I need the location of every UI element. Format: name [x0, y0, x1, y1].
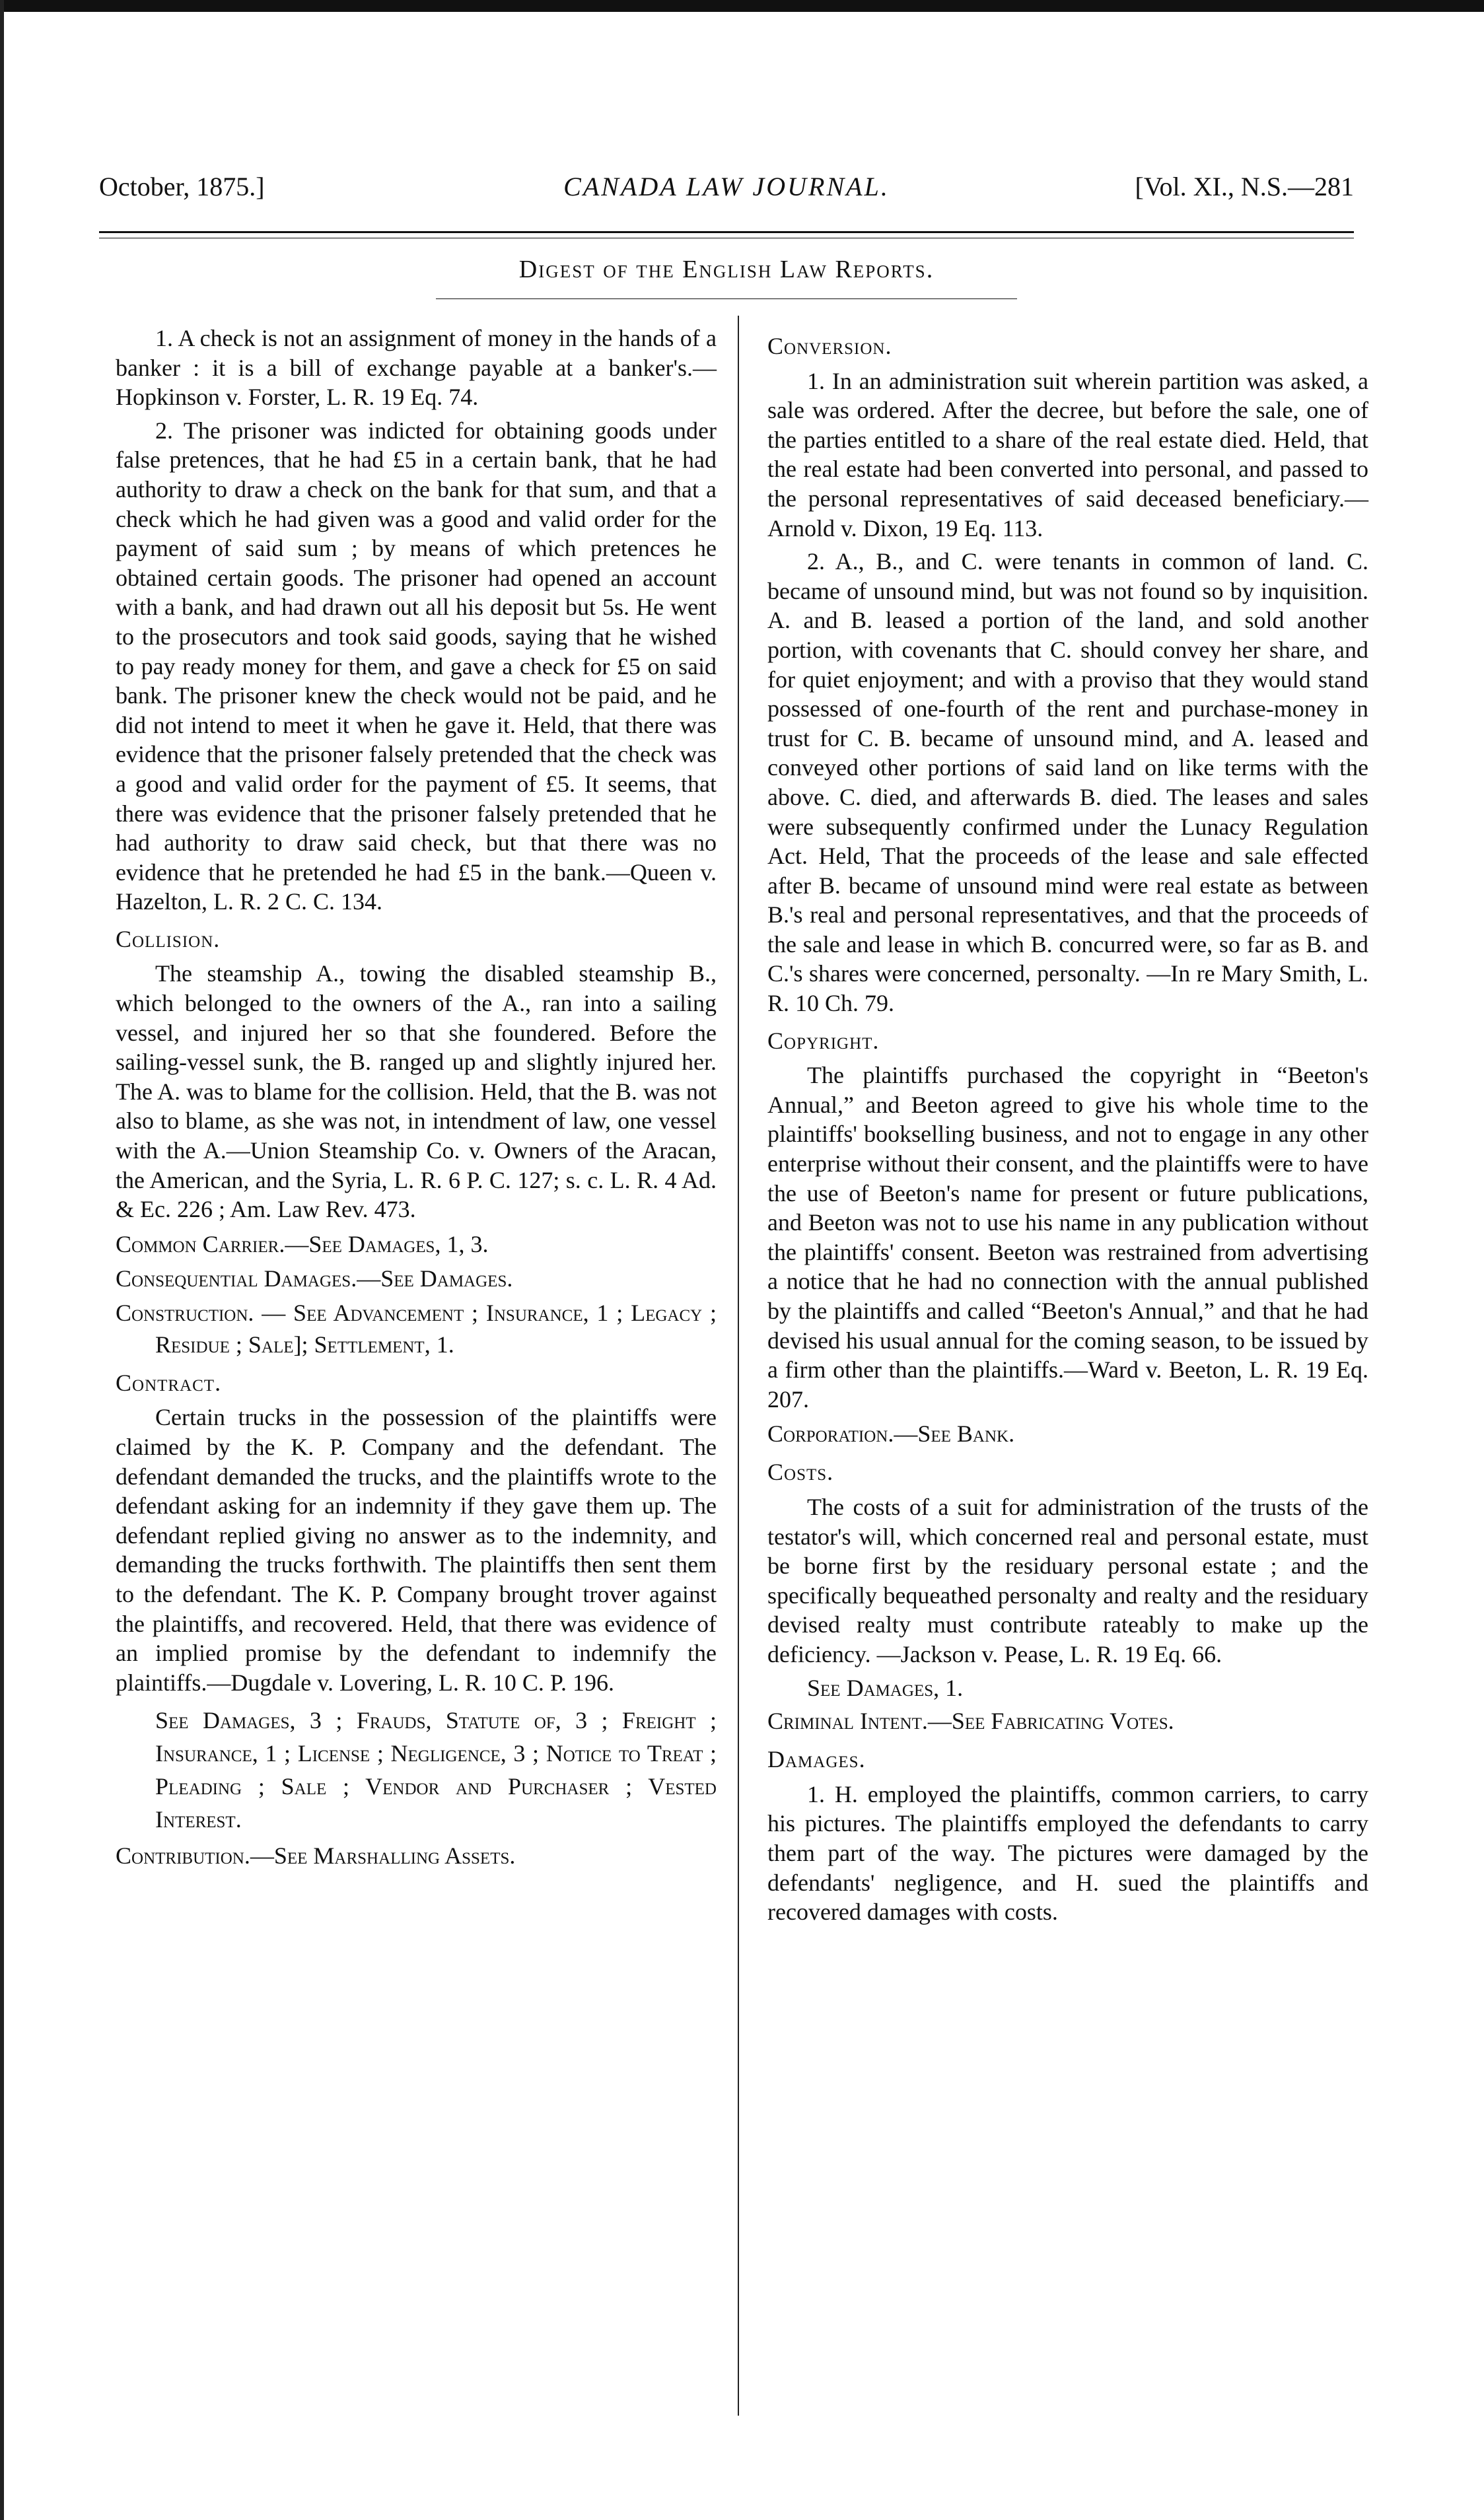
criminal-intent-entry: Criminal Intent.—See Fabricating Votes.: [767, 1708, 1174, 1735]
collision-heading: Collision.: [116, 925, 221, 952]
conversion-entry-1: 1. In an administration suit wherein partition was asked, a sale was ordered. After the decree, but before the sale, one of the parties entitled to a share of the real estate died. Held, that the real estate had been converted into personal, and passed to the personal representatives of said deceased beneficiary.—Arnold v. Dixon, 19 Eq. 113.: [767, 367, 1368, 542]
bills-entry-2: 2. The prisoner was indicted for obtaining goods under false pretences, that he had £5 in a certain bank, that he had authority to draw a check on the bank for that sum, and that a check which he had given was a good and valid order for the payment of said sum ; by means of which pretences he obtained certain goods. The prisoner had opened an account with a bank, and had drawn out all his deposit but 5s. He went to the prosecutors and took said goods, saying that he wished to pay ready money for them, and gave a check for £5 on said bank. The prisoner knew the check would not be paid, and he did not intend to meet it when he gave it. Held, that there was evidence that the prisoner falsely pretended that the check was a good and valid order for the payment of £5. It seems, that there was evidence that the prisoner falsely pretended that he had authority to draw said check, but that there was no evidence that he pretended he had £5 in the bank.—Queen v. Hazelton, L. R. 2 C. C. 134.: [116, 417, 717, 915]
bills-entry-1: 1. A check is not an assignment of money in the hands of a banker : it is a bill of exchange payable at a banker's.—Hopkinson v. Forster, L. R. 19 Eq. 74.: [116, 325, 717, 411]
running-head: [99, 164, 1354, 210]
header-rule-thick: [99, 231, 1354, 233]
page-left-border: [0, 0, 4, 2520]
contract-see-also: See Damages, 3 ; Frauds, Statute of, 3 ; Freight ; Insurance, 1 ; License ; Negligence, 3 ; Notice to Treat ; Pleading ; Sale ; Vendor and Purchaser ; Vested Interest.: [155, 1707, 717, 1833]
right-column: [767, 324, 1368, 1931]
volume-page: [Vol. XI., N.S.—281: [1135, 172, 1354, 201]
costs-see-also: See Damages, 1.: [807, 1674, 964, 1701]
journal-title: CANADA LAW JOURNAL.: [563, 172, 890, 201]
conversion-heading: Conversion.: [767, 333, 892, 359]
costs-heading: Costs.: [767, 1459, 834, 1486]
corporation-entry: Corporation.—See Bank.: [767, 1420, 1015, 1448]
page-top-border: [0, 0, 1484, 12]
damages-heading: Damages.: [767, 1746, 866, 1773]
collision-entry: The steamship A., towing the disabled steamship B., which belonged to the owners of the A., ran into a sailing vessel, and injured her so that she foundered. Before the sailing-vessel sunk, the B. ranged up and slightly injured her. The A. was to blame for the collision. Held, that the B. was not also to blame, as she was not, in intendment of law, one vessel with the A.—Union Steamship Co. v. Owners of the Aracan, the American, and the Syria, L. R. 6 P. C. 127; s. c. L. R. 4 Ad. & Ec. 226 ; Am. Law Rev. 473.: [116, 960, 717, 1223]
issue-date: October, 1875.]: [99, 172, 265, 201]
contract-entry: Certain trucks in the possession of the plaintiffs were claimed by the K. P. Company and the defendant. The defendant demanded the trucks, and the plaintiffs wrote to the defendant asking for an indemnity if they gave them up. The defendant replied giving no answer as to the indemnity, and demanding the trucks forthwith. The plaintiffs then sent them to the defendant. The K. P. Company brought trover against the plaintiffs, and recovered. Held, that there was evidence of an implied promise by the defendant to indemnify the plaintiffs.—Dugdale v. Lovering, L. R. 10 C. P. 196.: [116, 1404, 717, 1696]
copyright-entry: The plaintiffs purchased the copyright in “Beeton's Annual,” and Beeton agreed to give his whole time to the plaintiffs' bookselling business, and not to engage in any other enterprise without their consent, and the plaintiffs were to have the use of Beeton's name for present or future publications, and Beeton was not to use his name in any publication without the plaintiffs' consent. Beeton was restrained from advertising a notice that he had no connection with the annual published by the plaintiffs and called “Beeton's Annual,” and that he had devised his usual annual for the coming season, to be issued by a firm other than the plaintiffs.—Ward v. Beeton, L. R. 19 Eq. 207.: [767, 1062, 1368, 1413]
consequential-damages-entry: Consequential Damages.—See Damages.: [116, 1265, 513, 1292]
costs-entry: The costs of a suit for administration of the trusts of the testator's will, which concerned real and personal estate, must be borne first by the residuary personal estate ; and the specifically bequeathed personalty and realty and the residuary devised realty must contribute rateably to make up the deficiency. —Jackson v. Pease, L. R. 19 Eq. 66.: [767, 1493, 1368, 1667]
column-divider: [738, 316, 739, 2416]
left-column: [116, 324, 717, 1874]
contract-heading: Contract.: [116, 1369, 222, 1396]
digest-title: Digest of the English Law Reports.: [518, 256, 935, 283]
title-rule: [436, 298, 1017, 299]
contribution-entry: Contribution.—See Marshalling Assets.: [116, 1842, 516, 1870]
conversion-entry-2: 2. A., B., and C. were tenants in common of land. C. became of unsound mind, but was not found so by inquisition. A. and B. leased a portion of the land, and sold another portion, with covenants that C. should convey her share, and for quiet enjoyment; and with a proviso that they would stand possessed of one-fourth of the rent and purchase-money in trust for C. B. became of unsound mind, and A. leased and conveyed other portions of said land on like terms with the above. C. died, and afterwards B. died. The leases and sales were subsequently confirmed under the Lunacy Regulation Act. Held, That the proceeds of the lease and sale effected after B. became of unsound mind were real estate as between B.'s real and personal representatives, and that the proceeds of the sale and lease in which B. concurred were, so far as B. and C.'s shares were concerned, personalty. —In re Mary Smith, L. R. 10 Ch. 79.: [767, 548, 1368, 1017]
copyright-heading: Copyright.: [767, 1027, 880, 1054]
damages-entry-1: 1. H. employed the plaintiffs, common carriers, to carry his pictures. The plaintiffs employed the defendants to carry them part of the way. The pictures were damaged by the defendants' negligence, and H. sued the plaintiffs and recovered damages with costs.: [767, 1780, 1368, 1926]
construction-entry: Construction. — See Advancement ; Insurance, 1 ; Legacy ; Residue ; Sale]; Settlement, 1.: [116, 1299, 717, 1358]
common-carrier-entry: Common Carrier.—See Damages, 1, 3.: [116, 1230, 489, 1257]
